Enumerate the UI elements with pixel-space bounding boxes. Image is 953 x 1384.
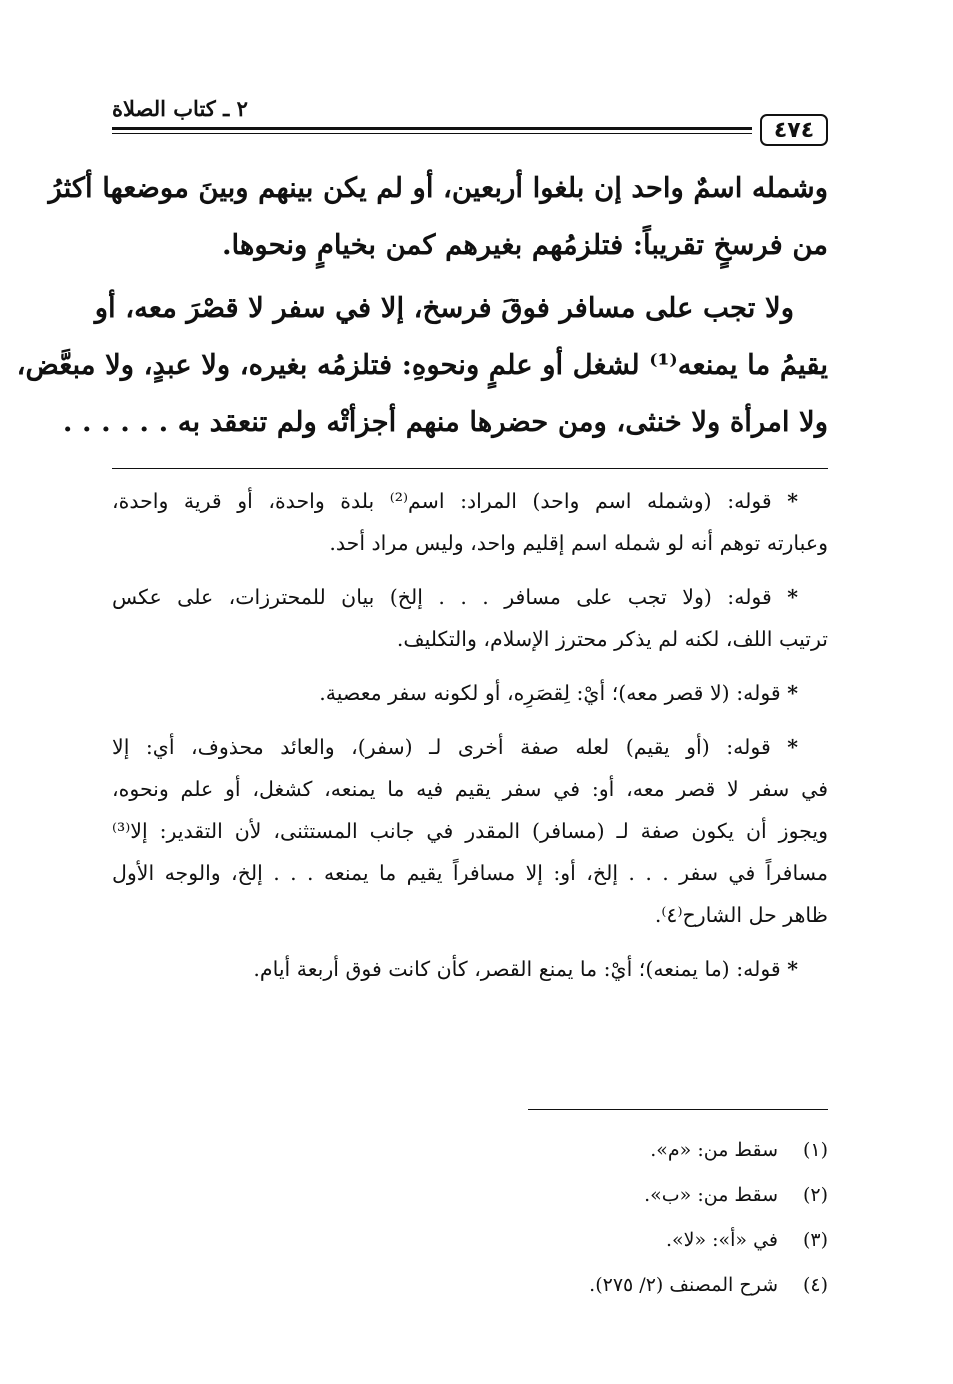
footnote [112, 1128, 828, 1173]
running-title: ٢ ـ كتاب الصلاة [112, 96, 248, 121]
commentary-line: وعبارته توهم أنه لو شمله اسم إقليم واحد، وليس مراد أحد. [329, 531, 828, 555]
footnote-text: شرح المصنف (٢/ ٢٧٥). [589, 1274, 778, 1296]
page-number: ٤٧٤ [760, 114, 828, 146]
commentary [112, 480, 828, 990]
main-text-line: يقيمُ ما يمنعه⁽¹⁾ لشغل أو علمٍ ونحوهِ: فتلزمُه بغيره، ولا عبدٍ، ولا مبعَّض، [16, 349, 828, 381]
commentary-line [112, 672, 828, 714]
commentary-line: ويجوز أن يكون صفة لـ (مسافر) المقدر في جانب المستثنى، لأن التقدير: إلا⁽³⁾ [112, 819, 828, 843]
commentary-text: قوله: (لا قصر معه)؛ أيْ: لِقصَرِه، أو لكونه سفر معصية. [319, 681, 781, 705]
commentary-line [112, 576, 828, 618]
footnote-number: (٤) [802, 1274, 828, 1296]
footnote-number: (٢) [802, 1184, 828, 1206]
footnote-text: سقط من: «ب». [644, 1184, 778, 1206]
bullet-star: * [787, 957, 798, 981]
commentary-line: ترتيب اللف، لكنه لم يذكر محترز الإسلام، والتكليف. [396, 627, 828, 651]
footnotes [112, 1128, 828, 1308]
footnote-text: سقط من: «م». [650, 1139, 778, 1161]
footnote-divider [528, 1109, 828, 1110]
commentary-text: قوله: (وشمله اسم واحد) المراد: اسم⁽²⁾ بلدة واحدة، أو قرية واحدة، [112, 489, 772, 513]
main-text [16, 160, 828, 451]
header-rule-thick [112, 127, 752, 130]
commentary-line [112, 948, 828, 990]
main-text-line: ولا امرأة ولا خنثى، ومن حضرها منهم أجزأتْه ولم تنعقد به . . . . . . [62, 406, 828, 438]
main-text-divider [112, 468, 828, 469]
footnote [112, 1218, 828, 1263]
commentary-line: ظاهر حل الشارح⁽٤⁾. [654, 903, 828, 927]
bullet-star: * [787, 489, 798, 513]
footnote-number: (٣) [802, 1229, 828, 1251]
commentary-line: مسافراً في سفر . . . إلخ، أو: إلا مسافراً يقيم ما يمنعه . . . إلخ، والوجه الأول [112, 861, 828, 885]
commentary-line [112, 480, 828, 522]
footnote-number: (١) [802, 1139, 828, 1161]
main-text-line: ولا تجب على مسافر فوقَ فرسخ، إلا في سفر لا قصْرَ معه، أو [94, 292, 794, 324]
footnote [112, 1263, 828, 1308]
main-text-line: وشمله اسمٌ واحد إن بلغوا أربعين، أو لم يكن بينهم وبينَ موضعها أكثرُ [48, 172, 828, 204]
footnote [112, 1173, 828, 1218]
commentary-text: قوله: (ولا تجب على مسافر . . . إلخ) بيان للمحترزات، على عكس [112, 585, 772, 609]
footnote-text: في «أ»: «لا». [665, 1229, 778, 1251]
bullet-star: * [787, 681, 798, 705]
bullet-star: * [787, 735, 798, 759]
commentary-line: في سفر لا قصر معه، أو: في سفر يقيم فيه ما يمنعه، كشغل، أو علم ونحوه، [112, 777, 828, 801]
commentary-line [112, 726, 828, 768]
header-rule-thin [112, 133, 752, 134]
commentary-text: قوله: (أو يقيم) لعله صفة أخرى لـ (سفر)، والعائد محذوف، أي: إلا [112, 735, 771, 759]
commentary-text: قوله: (ما يمنعه)؛ أيْ: ما يمنع القصر، كأن كانت فوق أربعة أيام. [253, 957, 781, 981]
main-text-line: من فرسخٍ تقريباً: فتلزمُهم بغيرهم كمن بخيامٍ ونحوها. [221, 229, 828, 261]
bullet-star: * [787, 585, 798, 609]
